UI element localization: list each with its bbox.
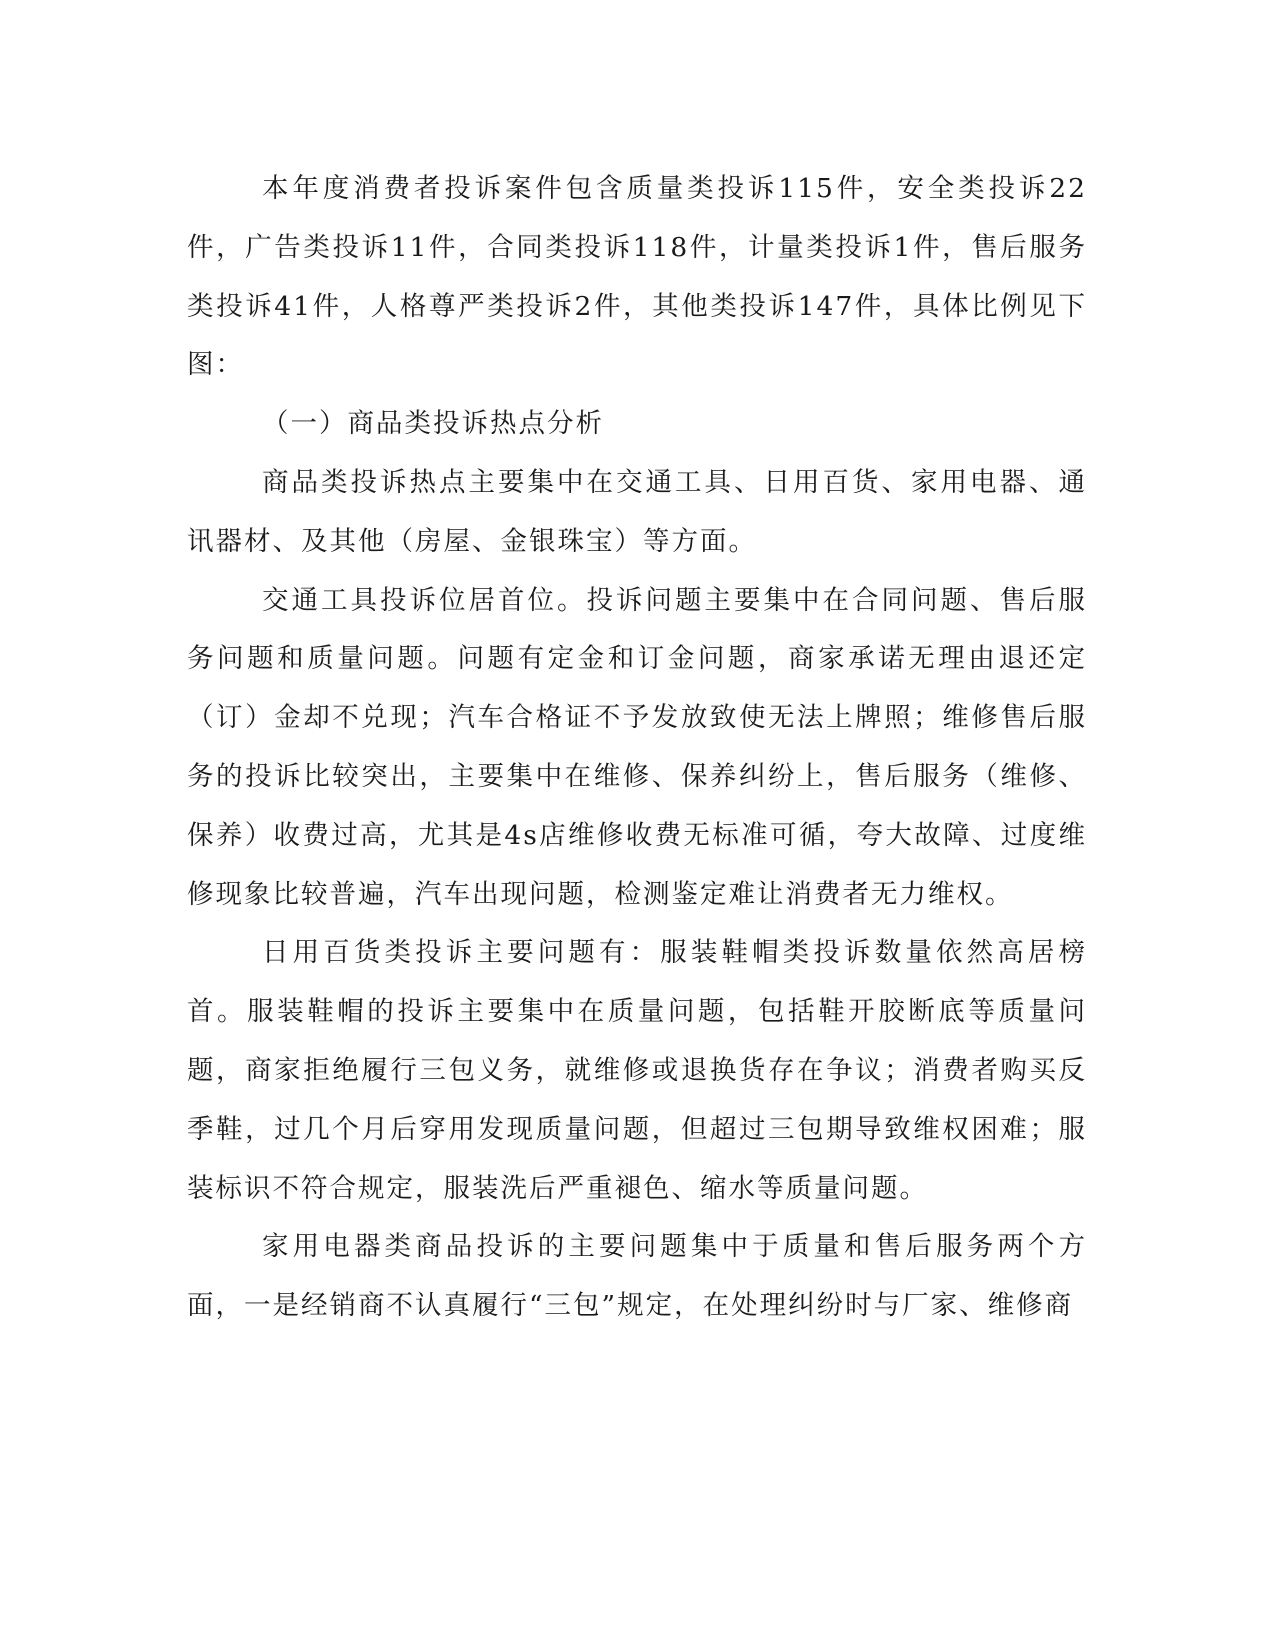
paragraph-daily-goods-complaints: 日用百货类投诉主要问题有：服装鞋帽类投诉数量依然高居榜首。服装鞋帽的投诉主要集中在质量问题，包括鞋开胶断底等质量问题，商家拒绝履行三包义务，就维修或退换货存在争议；消费者购买反季鞋，过几个月后穿用发现质量问题，但超过三包期导致维权困难；服装标识不符合规定，服装洗后严重褪色、缩水等质量问题。	[187, 937, 1087, 1204]
paragraph-appliance-complaints: 家用电器类商品投诉的主要问题集中于质量和售后服务两个方面，一是经销商不认真履行“三包”规定，在处理纠纷时与厂家、维修商	[187, 1231, 1087, 1322]
paragraph-complaint-statistics: 本年度消费者投诉案件包含质量类投诉115件，安全类投诉22件，广告类投诉11件，合同类投诉118件，计量类投诉1件，售后服务类投诉41件，人格尊严类投诉2件，其他类投诉147件，具体比例见下图：	[187, 173, 1087, 381]
paragraph-goods-hotspots: 商品类投诉热点主要集中在交通工具、日用百货、家用电器、通讯器材、及其他（房屋、金银珠宝）等方面。	[187, 466, 1087, 557]
document-body	[187, 160, 1087, 1336]
section-heading-goods-complaints: （一）商品类投诉热点分析	[262, 408, 604, 440]
paragraph-vehicle-complaints: 交通工具投诉位居首位。投诉问题主要集中在合同问题、售后服务问题和质量问题。问题有定金和订金问题，商家承诺无理由退还定（订）金却不兑现；汽车合格证不予发放致使无法上牌照；维修售后服务的投诉比较突出，主要集中在维修、保养纠纷上，售后服务（维修、保养）收费过高，尤其是4s店维修收费无标准可循，夸大故障、过度维修现象比较普遍，汽车出现问题，检测鉴定难让消费者无力维权。	[187, 584, 1087, 910]
